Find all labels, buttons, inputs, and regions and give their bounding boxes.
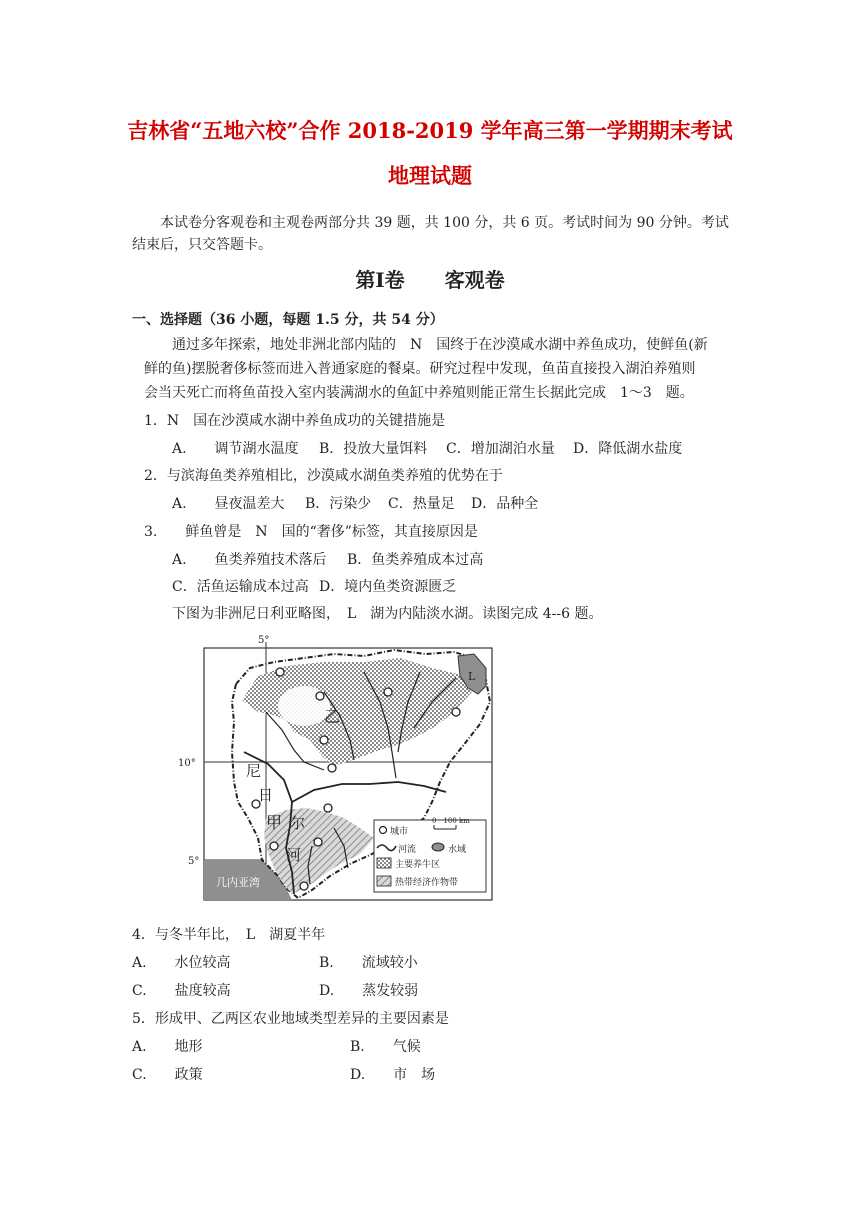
- nigeria-map: [174, 632, 506, 908]
- city-marker: [300, 882, 308, 890]
- question-1-option-d: D．降低湖水盐度: [573, 441, 683, 457]
- city-marker: [276, 668, 284, 676]
- legend-city-icon: [380, 827, 387, 834]
- city-marker: [316, 692, 324, 700]
- question-2-stem: 2．与滨海鱼类养殖相比，沙漠咸水湖鱼类养殖的优势在于: [144, 468, 503, 484]
- question-5-stem: 5．形成甲、乙两区农业地域类型差异的主要因素是: [132, 1011, 449, 1027]
- city-marker: [314, 838, 322, 846]
- city-marker: [384, 688, 392, 696]
- country-char-4: 尔: [290, 814, 306, 832]
- question-5-option-a: A. 地形: [132, 1039, 203, 1055]
- question-4-option-c: C. 盐度较高: [132, 983, 231, 999]
- question-3-option-a: A. 鱼类养殖技术落后: [172, 552, 327, 568]
- question-5-option-c: C. 政策: [132, 1067, 203, 1083]
- legend-river-label: 河流: [398, 845, 417, 855]
- question-3-option-c: C．活鱼运输成本过高: [172, 579, 309, 595]
- question-3-stem: 3. 鲜鱼曾是 N 国的“奢侈”标签，其直接原因是: [144, 524, 478, 540]
- city-marker: [270, 842, 278, 850]
- country-char-1: 尼: [246, 762, 262, 780]
- lon-label: 5°: [258, 635, 270, 646]
- legend-scale-label: 0 100 km: [432, 817, 470, 825]
- question-1-option-c: C．增加湖泊水量: [446, 441, 555, 457]
- river-char: 河: [286, 846, 302, 864]
- city-marker: [328, 764, 336, 772]
- city-marker: [324, 804, 332, 812]
- question-2-option-c: C．热量足: [388, 496, 455, 512]
- title-line-1: 吉林省“五地六校”合作 2018-2019 学年高三第一学期期末考试: [127, 118, 733, 143]
- question-1-option-a: A. 调节湖水温度: [172, 441, 299, 457]
- question-4-stem: 4．与冬半年比， L 湖夏半年: [132, 927, 326, 943]
- city-marker: [452, 708, 460, 716]
- question-2-option-b: B．污染少: [305, 496, 372, 512]
- legend-crop-label: 热带经济作物带: [395, 878, 459, 888]
- question-4-option-b: B. 流域较小: [319, 955, 418, 971]
- region-yi-label: 乙: [324, 707, 341, 726]
- region-jia-label: 甲: [266, 813, 283, 832]
- lat-10-label: 10°: [178, 758, 196, 769]
- legend-water-icon: [432, 843, 444, 851]
- question-1-option-b: B．投放大量饵料: [319, 441, 428, 457]
- section-heading: 一、选择题（36 小题，每题 1.5 分，共 54 分）: [132, 312, 444, 328]
- city-marker: [320, 736, 328, 744]
- volume-title: 第Ⅰ卷 客观卷: [355, 268, 505, 292]
- legend-crop-icon: [377, 876, 391, 886]
- country-char-2: 日: [258, 786, 274, 804]
- title-line-2: 地理试题: [388, 163, 472, 188]
- question-2-option-d: D．品种全: [471, 496, 539, 512]
- question-1-stem: 1．N 国在沙漠咸水湖中养鱼成功的关键措施是: [144, 413, 446, 429]
- passage-1-line-3: 会当天死亡而将鱼苗投入室内装满湖水的鱼缸中养殖则能正常生长据此完成 1～3 题。: [144, 385, 694, 401]
- legend-cattle-label: 主要养牛区: [395, 860, 441, 870]
- question-5-option-b: B. 气候: [350, 1039, 421, 1055]
- passage-1-line-1: 通过多年探索，地处非洲北部内陆的 N 国终于在沙漠咸水湖中养鱼成功，使鲜鱼(新: [172, 337, 708, 353]
- lake-l-label: L: [468, 670, 476, 683]
- question-3-option-b: B．鱼类养殖成本过高: [347, 552, 484, 568]
- lat-5-label: 5°: [188, 856, 200, 867]
- passage-2: 下图为非洲尼日利亚略图， L 湖为内陆淡水湖。读图完成 4--6 题。: [172, 606, 603, 622]
- question-4-option-d: D. 蒸发较弱: [319, 983, 419, 999]
- question-4-option-a: A. 水位较高: [132, 955, 231, 971]
- question-3-option-d: D．境内鱼类资源匮乏: [319, 579, 457, 595]
- question-5-option-d: D. 市 场: [350, 1067, 436, 1083]
- question-2-option-a: A. 昼夜温差大: [172, 496, 285, 512]
- legend-cattle-icon: [377, 858, 391, 868]
- exam-intro: 本试卷分客观卷和主观卷两部分共 39 题，共 100 分，共 6 页。考试时间为 90 分钟。考试结束后，只交答题卡。: [132, 215, 729, 253]
- passage-1-line-2: 鲜的鱼)摆脱奢侈标签而进入普通家庭的餐桌。研究过程中发现，鱼苗直接投入湖泊养殖则: [144, 361, 696, 377]
- legend-water-label: 水域: [448, 845, 467, 855]
- gulf-label: 几内亚湾: [216, 876, 260, 889]
- legend-city-label: 城市: [390, 827, 409, 837]
